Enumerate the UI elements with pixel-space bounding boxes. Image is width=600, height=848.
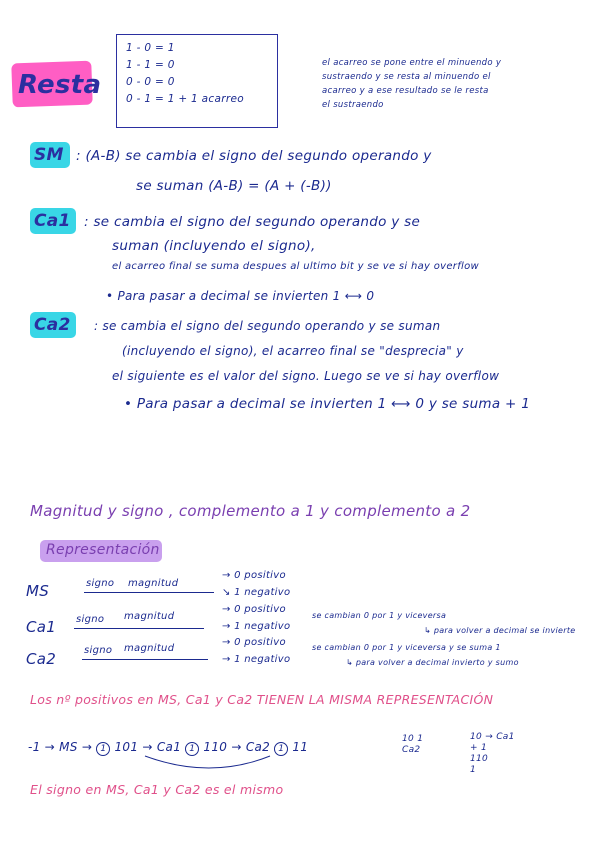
rule-line: 0 - 0 = 0 [126, 76, 175, 88]
rep-negative: → 1 negativo [222, 621, 291, 632]
note-line: el acarreo se pone entre el minuendo y [322, 58, 502, 68]
rep-note: ↳ para volver a decimal invierto y sumo [346, 658, 519, 667]
mini-calc-1: 10 1 Ca2 [402, 734, 424, 755]
rep-magnitud: magnitud [128, 578, 179, 589]
example-step: 110 [203, 740, 228, 754]
note-line: sustraendo y se resta al minuendo el [322, 72, 491, 82]
rep-code-ca2: Ca2 [26, 650, 57, 668]
rep-note: se cambian 0 por 1 y viceversa [312, 611, 447, 620]
rep-magnitud: magnitud [124, 643, 175, 654]
acarreo-note [322, 56, 501, 112]
note-line: acarreo y a ese resultado se le resta [322, 86, 489, 96]
note-line: el sustraendo [322, 100, 384, 110]
rule-line: 1 - 0 = 1 [126, 42, 175, 54]
footer-note: El signo en MS, Ca1 y Ca2 es el mismo [30, 782, 284, 797]
rep-negative: ↘ 1 negativo [222, 587, 291, 598]
sm-line: : (A-B) se cambia el signo del segundo operando y [76, 148, 432, 164]
subtraction-rules [126, 40, 244, 108]
ca2-line: el siguiente es el valor del signo. Luego se ve si hay overflow [112, 369, 500, 383]
rep-signo: signo [76, 614, 105, 625]
rep-negative: → 1 negativo [222, 654, 291, 665]
rep-underline [84, 592, 214, 593]
page-title: Resta [18, 70, 102, 100]
ca1-bullet: • Para pasar a decimal se invierten 1 ⟷ 0 [106, 289, 375, 303]
example-step: 101 [114, 740, 139, 754]
example-arrow: → Ca1 [142, 740, 182, 754]
ca2-line: (incluyendo el signo), el acarreo final se "desprecia" y [122, 344, 464, 358]
positives-statement: Los nº positivos en MS, Ca1 y Ca2 TIENEN LA MISMA REPRESENTACIÓN [30, 692, 494, 707]
example-start: -1 → MS [28, 740, 78, 754]
rule-line: 1 - 1 = 0 [126, 59, 175, 71]
ca2-bullet: • Para pasar a decimal se invierten 1 ⟷ 0 y se suma + 1 [124, 396, 531, 412]
rep-code-ca1: Ca1 [26, 618, 57, 636]
representacion-label: Representación [46, 542, 160, 558]
mini-calc-2: 10 → Ca1 + 1 110 1 [470, 732, 515, 775]
rep-signo: signo [84, 645, 113, 656]
rep-note: ↳ para volver a decimal se invierte [424, 626, 576, 635]
rep-positive: → 0 positivo [222, 637, 286, 648]
ca2-label: Ca2 [34, 315, 71, 335]
sm-line: se suman (A-B) = (A + (-B)) [136, 178, 332, 194]
rep-signo: signo [86, 578, 115, 589]
rule-line: 0 - 1 = 1 + 1 acarreo [126, 93, 244, 105]
example-row: -1 → MS → 1 101 → Ca1 1 110 → Ca2 1 11 [28, 740, 309, 754]
curved-arrow [140, 752, 280, 776]
example-step: 11 [292, 740, 309, 754]
rep-underline [74, 628, 204, 629]
ca1-line: suman (incluyendo el signo), [112, 238, 316, 254]
ca1-label: Ca1 [34, 211, 71, 231]
rep-note: se cambian 0 por 1 y viceversa y se suma 1 [312, 643, 501, 652]
rep-positive: → 0 positivo [222, 570, 286, 581]
sm-label: SM [34, 145, 64, 165]
example-arrow: → Ca2 [231, 740, 271, 754]
ca1-line: el acarreo final se suma despues al ultimo bit y se ve si hay overflow [112, 261, 480, 272]
ca1-line: : se cambia el signo del segundo operando y se [84, 214, 421, 230]
rep-underline [82, 659, 208, 660]
rep-magnitud: magnitud [124, 611, 175, 622]
rep-code-ms: MS [26, 582, 50, 600]
circle-marker: 1 [96, 742, 110, 756]
circle-marker: 1 [274, 742, 288, 756]
rep-positive: → 0 positivo [222, 604, 286, 615]
section2-heading: Magnitud y signo , complemento a 1 y complemento a 2 [30, 502, 471, 520]
ca2-line: : se cambia el signo del segundo operando y se suman [94, 319, 441, 333]
circle-marker: 1 [185, 742, 199, 756]
